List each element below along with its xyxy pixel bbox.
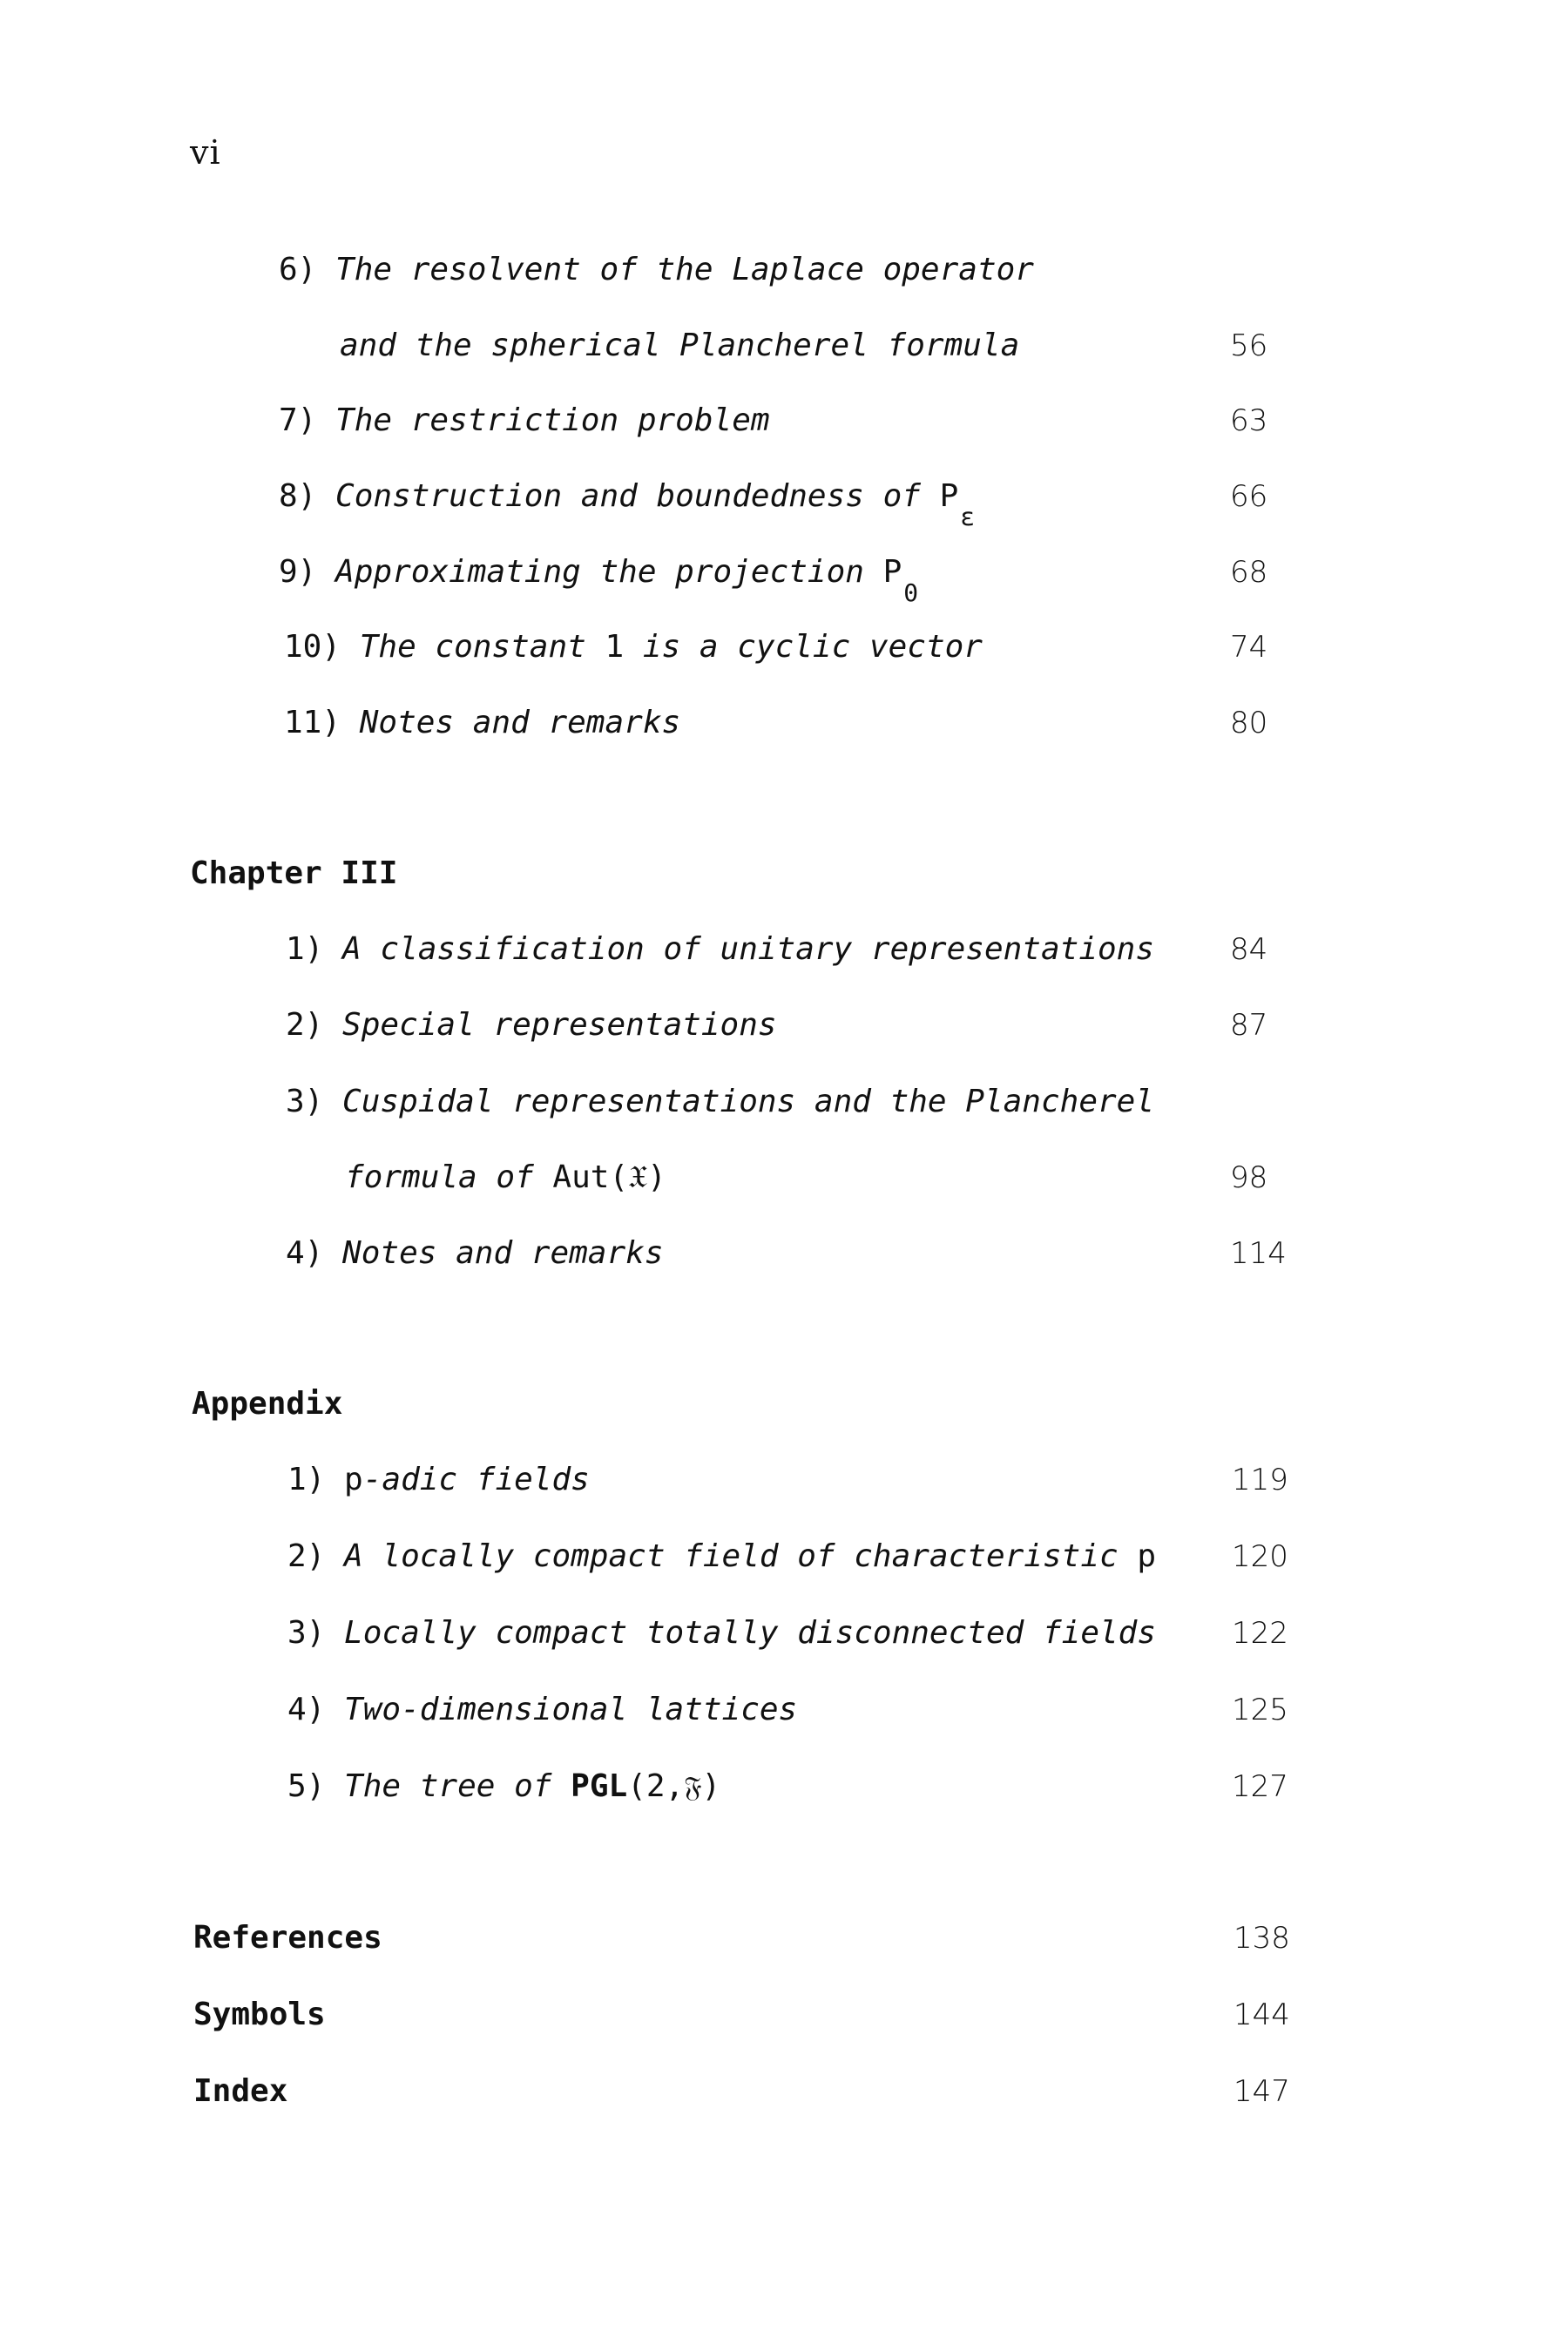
math-close-paren: ) [701,1768,721,1804]
toc-entry-iii-2 [286,1004,777,1047]
entry-title: Construction and boundedness of [335,478,940,514]
toc-entry-ii-10 [284,625,983,669]
entry-title: A classification of unitary representations [342,931,1155,967]
toc-entry-iii-3-continuation [345,1156,666,1200]
math-bold-symbol: PGL [571,1768,628,1804]
entry-page: 74 [1230,630,1268,665]
entry-title: -adic fields [362,1462,590,1497]
toc-entry-ii-11 [284,701,680,745]
toc-entry-ii-7 [279,399,770,443]
entry-page: 122 [1232,1616,1288,1651]
toc-entry-ii-6-continuation [340,324,1019,368]
math-symbol: Aut(𝔛) [552,1159,666,1195]
math-symbol: P [882,554,902,590]
entry-page: 138 [1233,1921,1290,1956]
entry-number: 2) [286,1007,324,1043]
entry-number: 11) [284,705,341,740]
entry-page: 87 [1230,1008,1268,1043]
entry-page: 120 [1232,1539,1288,1574]
toc-entry-ii-8 [279,475,976,531]
entry-title-continued: is a cyclic vector [624,629,983,665]
entry-page: 63 [1230,403,1268,438]
entry-page: 114 [1230,1236,1287,1271]
entry-title: Cuspidal representations and the Plancherel [342,1084,1155,1119]
entry-title: and the spherical Plancherel formula [340,328,1020,363]
page-folio: vi [190,133,221,172]
entry-title: The resolvent of the Laplace operator [335,252,1034,287]
math-symbol: 1 [605,629,625,665]
entry-number: 9) [279,554,317,590]
math-fraktur-symbol: 𝔉 [684,1770,702,1803]
math-symbol: p [1137,1538,1157,1574]
toc-entry-iii-4 [286,1232,664,1275]
entry-title: Notes and remarks [359,705,681,740]
entry-page: 84 [1230,932,1268,967]
index-heading: Index [193,2073,288,2109]
entry-title: Locally compact totally disconnected fields [344,1615,1157,1651]
entry-page: 68 [1230,555,1268,590]
chapter-iii-heading: Chapter III [190,855,398,891]
entry-number: 4) [287,1692,326,1727]
entry-page: 127 [1232,1769,1288,1804]
toc-entry-app-5 [287,1765,720,1808]
toc-entry-app-2 [287,1535,1156,1578]
entry-page: 98 [1230,1160,1268,1195]
appendix-heading: Appendix [192,1386,343,1422]
toc-entry-ii-9 [279,551,919,607]
entry-page: 56 [1230,328,1268,363]
entry-number: 1) [287,1462,326,1497]
toc-entry-ii-6 [279,248,1034,292]
entry-number: 8) [279,478,317,514]
entry-number: 4) [286,1235,324,1271]
toc-entry-iii-1 [286,928,1154,971]
entry-page: 66 [1230,479,1268,514]
entry-number: 10) [284,629,341,665]
entry-number: 5) [287,1768,326,1804]
toc-entry-app-1 [287,1458,590,1502]
entry-title: A locally compact field of characteristic [344,1538,1138,1574]
entry-title: Approximating the projection [335,554,883,590]
math-subscript: ε [960,503,976,531]
references-heading: References [193,1920,382,1956]
entry-page: 144 [1233,1997,1290,2032]
entry-title: The constant [359,629,605,665]
entry-number: 3) [286,1084,324,1119]
entry-title: The restriction problem [335,402,770,438]
entry-page: 80 [1230,706,1268,740]
entry-number: 6) [279,252,317,287]
math-subscript: 0 [903,578,919,607]
entry-number: 7) [279,402,317,438]
entry-page: 119 [1232,1463,1288,1497]
math-symbol: P [939,478,959,514]
math-symbol: p [344,1462,363,1497]
entry-number: 3) [287,1615,326,1651]
entry-title: formula of [345,1159,553,1195]
symbols-heading: Symbols [193,1997,326,2032]
toc-entry-app-4 [287,1688,797,1732]
entry-title: The tree of [344,1768,571,1804]
entry-page: 147 [1233,2074,1290,2109]
entry-title: Two-dimensional lattices [344,1692,798,1727]
entry-number: 1) [286,931,324,967]
entry-title: Notes and remarks [342,1235,664,1271]
math-symbol: (2, [627,1768,685,1804]
toc-entry-app-3 [287,1612,1156,1655]
entry-page: 125 [1232,1693,1288,1727]
entry-number: 2) [287,1538,326,1574]
toc-entry-iii-3 [286,1080,1154,1124]
entry-title: Special representations [342,1007,777,1043]
